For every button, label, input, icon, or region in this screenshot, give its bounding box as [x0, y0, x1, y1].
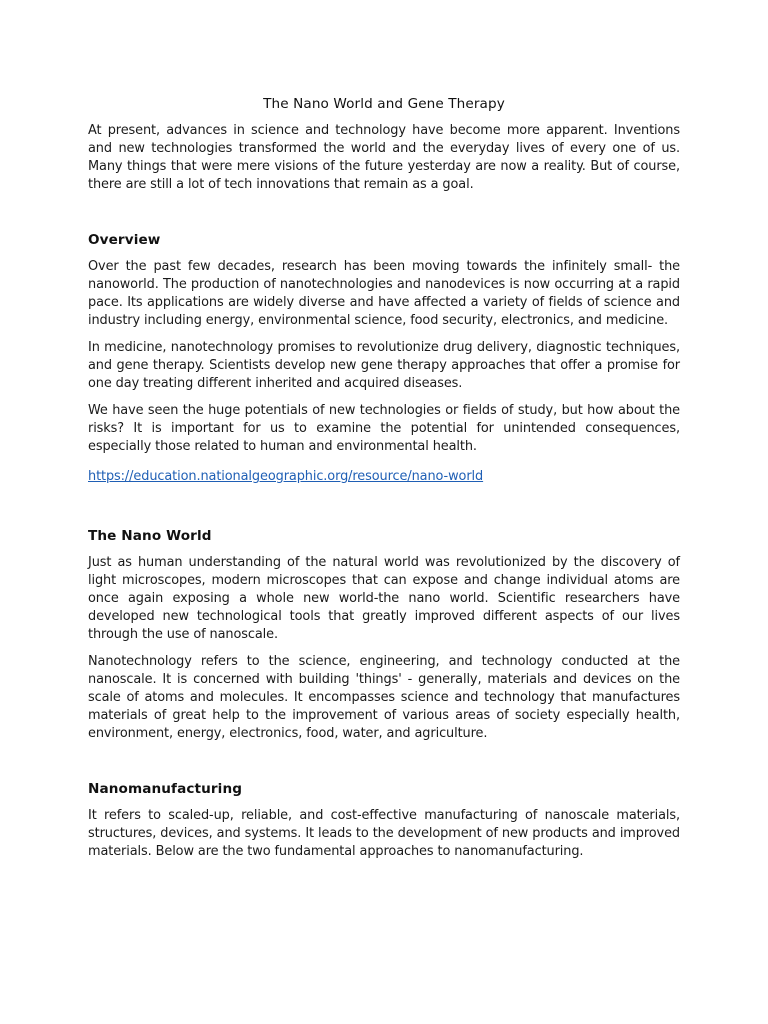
- document-title: The Nano World and Gene Therapy: [263, 96, 505, 112]
- overview-paragraph-2: In medicine, nanotechnology promises to revolutionize drug delivery, diagnostic techniques, and gene therapy. Scientists develop new gene therapy approaches that offer a promise for one day treating different inherited and acquired diseases.: [88, 340, 680, 391]
- nanomanufacturing-paragraph-1: It refers to scaled-up, reliable, and cost-effective manufacturing of nanoscale materials, structures, devices, and systems. It leads to the development of new products and improved materials. Below are the two fundamental approaches to nanomanufacturing.: [88, 808, 680, 859]
- overview-paragraph-3: We have seen the huge potentials of new technologies or fields of study, but how about the risks? It is important for us to examine the potential for unintended consequences, especially those related to human and environmental health.: [88, 403, 680, 454]
- section-heading-nanomanufacturing: Nanomanufacturing: [88, 781, 243, 797]
- intro-paragraph: At present, advances in science and technology have become more apparent. Inventions and new technologies transformed the world and the everyday lives of every one of us. Many things that were mere visions of the future yesterday are now a reality. But of course, there are still a lot of tech innovations that remain as a goal.: [88, 123, 680, 192]
- nano-world-paragraph-1: Just as human understanding of the natural world was revolutionized by the discovery of light microscopes, modern microscopes that can expose and change individual atoms are once again exposing a whole new world-the nano world. Scientific researchers have developed new technological tools that greatly improved different aspects of our lives through the use of nanoscale.: [88, 555, 680, 642]
- overview-paragraph-1: Over the past few decades, research has been moving towards the infinitely small- the nanoworld. The production of nanotechnologies and nanodevices is now occurring at a rapid pace. Its applications are widely diverse and have affected a variety of fields of science and industry including energy, environmental science, food security, electronics, and medicine.: [88, 259, 680, 328]
- nano-world-paragraph-2: Nanotechnology refers to the science, engineering, and technology conducted at the nanoscale. It is concerned with building 'things' - generally, materials and devices on the scale of atoms and molecules. It encompasses science and technology that manufactures materials of great help to the improvement of various areas of society especially health, environment, energy, electronics, food, water, and agriculture.: [88, 654, 680, 741]
- section-heading-overview: Overview: [88, 232, 161, 248]
- nano-world-link[interactable]: https://education.nationalgeographic.org/resource/nano-world: [88, 469, 484, 484]
- section-heading-nano-world: The Nano World: [88, 528, 212, 544]
